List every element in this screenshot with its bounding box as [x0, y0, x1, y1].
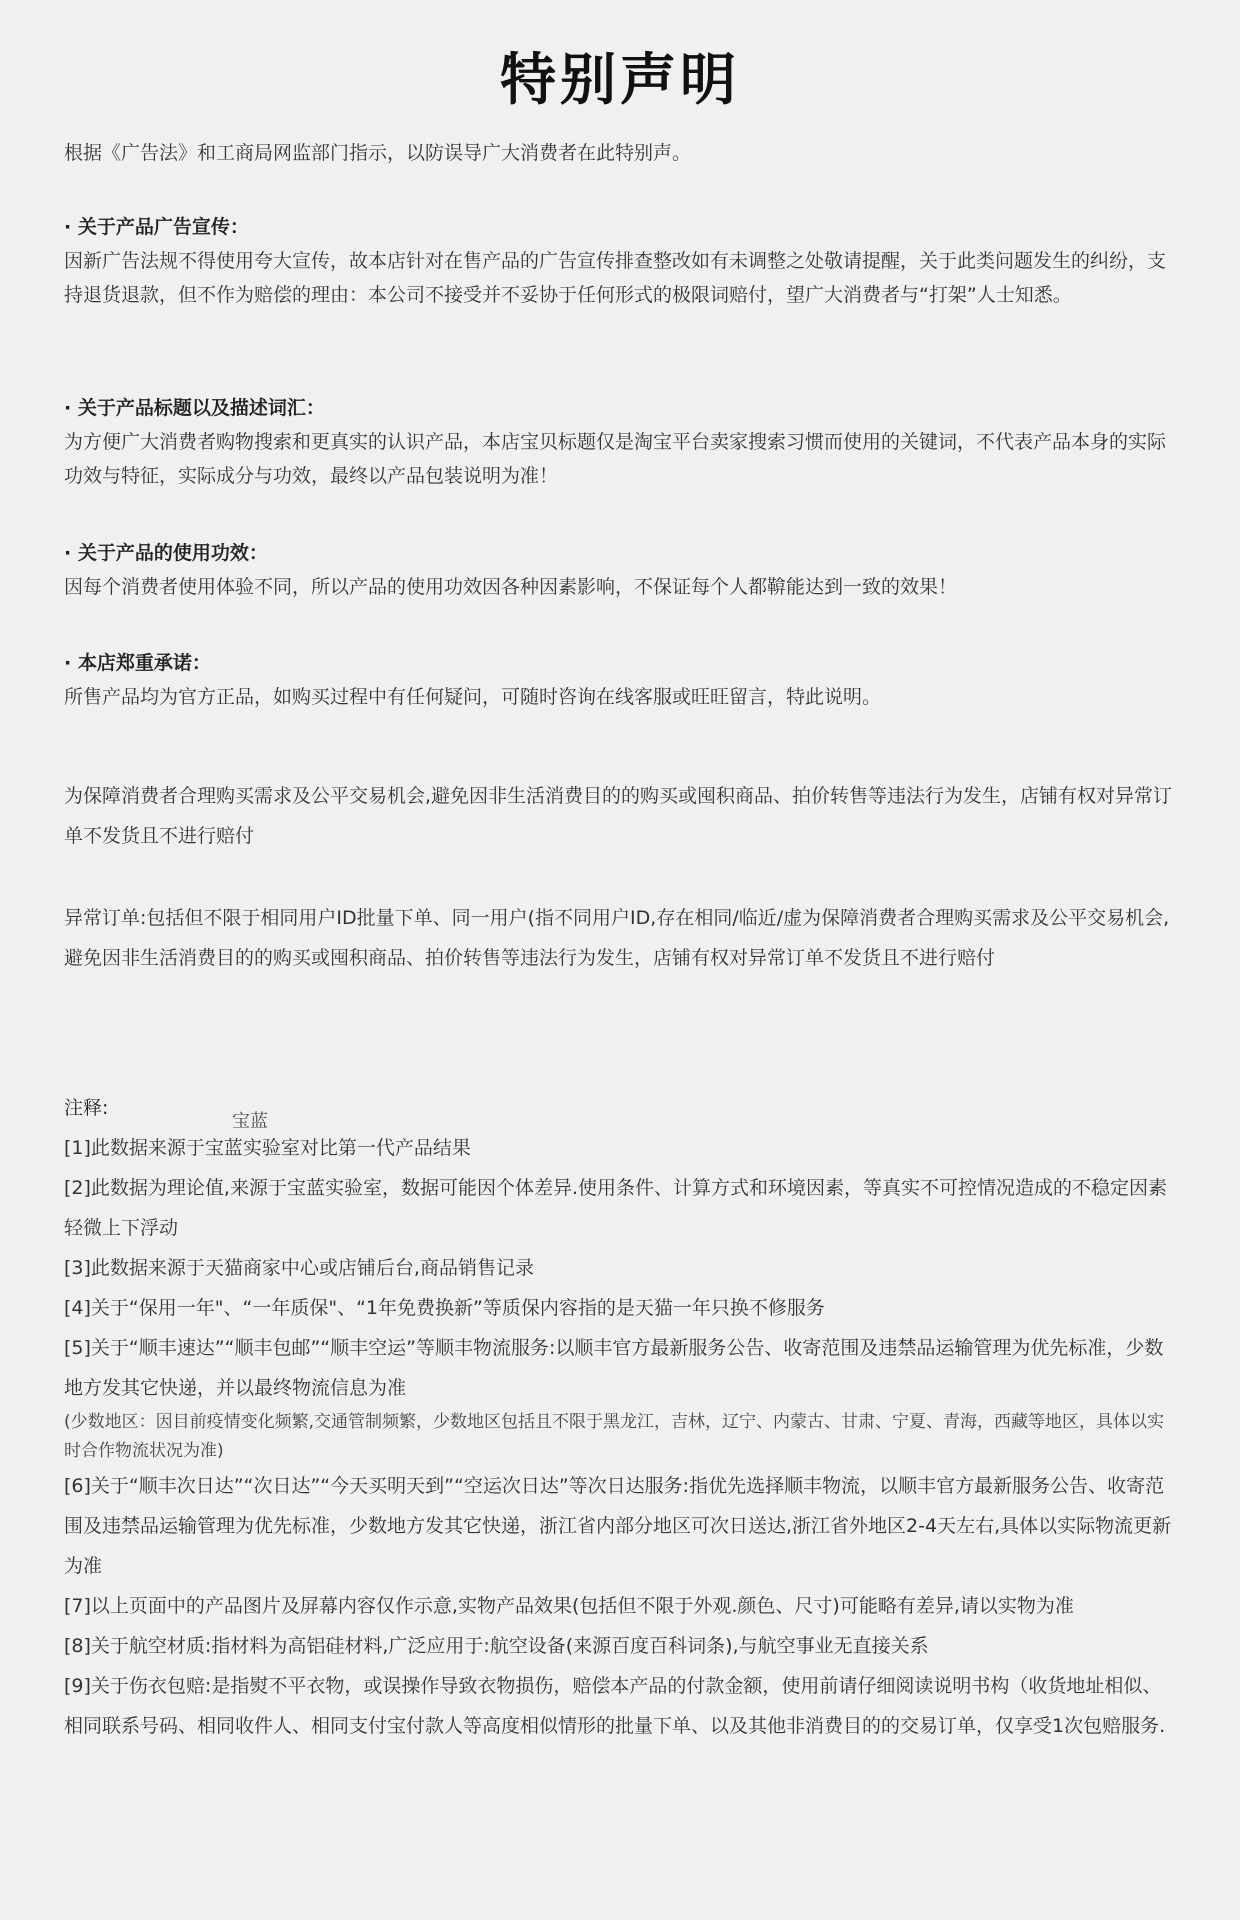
note-item: [3]此数据来源于天猫商家中心或店铺后台,商品销售记录	[64, 1257, 534, 1279]
section-body: 为方便广大消费者购物搜索和更真实的认识产品，本店宝贝标题仅是淘宝平台卖家搜索习惯而使用的关键词，不代表产品本身的实际功效与特征，实际成分与功效，最终以产品包装说明为准！	[64, 431, 1167, 487]
note-item: [5]关于“顺丰速达”“顺丰包邮”“顺丰空运”等顺丰物流服务:以顺丰官方最新服务公告、收寄范围及违禁品运输管理为优先标准，少数地方发其它快递，并以最终物流信息为准	[64, 1337, 1164, 1399]
section-body: 因每个消费者使用体验不同，所以产品的使用功效因各种因素影响，不保证每个人都鞥能达到一致的效果！	[64, 576, 958, 598]
section-heading: · 关于产品广告宣传：	[64, 216, 249, 238]
note-item: [2]此数据为理论值,来源于宝蓝实验室，数据可能因个体差异.使用条件、计算方式和环境因素，等真实不可控情况造成的不稳定因素轻微上下浮动	[64, 1177, 1167, 1239]
section-heading: · 关于产品的使用功效：	[64, 542, 268, 564]
section-commitment	[64, 646, 1176, 714]
section-body: 所售产品均为官方正品，如购买过程中有任何疑问，可随时咨询在线客服或旺旺留言，特此说明。	[64, 686, 882, 708]
note-small-print: (少数地区：因目前疫情变化频繁,交通管制频繁，少数地区包括且不限于黑龙江，吉林，辽宁、内蒙古、甘肃、宁夏、青海，西藏等地区，具体以实时合作物流状况为准)	[64, 1412, 1165, 1461]
notes-heading: 注释:	[64, 1097, 109, 1119]
abnormal-order-paragraph	[64, 898, 1176, 978]
intro-paragraph	[64, 136, 1176, 170]
protect-text: 为保障消费者合理购买需求及公平交易机会,避免因非生活消费目的的购买或囤积商品、拍价转售等违法行为发生，店铺有权对异常订单不发货且不进行赔付	[64, 785, 1173, 847]
section-heading: · 本店郑重承诺：	[64, 652, 211, 674]
section-advertising	[64, 210, 1176, 312]
abnormal-order-text: 异常订单:包括但不限于相同用户ID批量下单、同一用户(指不同用户ID,存在相同/临近/虚为保障消费者合理购买需求及公平交易机会,避免因非生活消费目的的购买或囤积商品、拍价转售等违法行为发生，店铺有权对异常订单不发货且不进行赔付	[64, 907, 1170, 969]
note-item: [1]此数据来源于宝蓝实验室对比第一代产品结果	[64, 1137, 471, 1159]
note-item: [8]关于航空材质:指材料为高铝硅材料,广泛应用于:航空设备(来源百度百科词条),与航空事业无直接关系	[64, 1635, 929, 1657]
protect-paragraph	[64, 776, 1176, 856]
note-item: [6]关于“顺丰次日达”“次日达”“今天买明天到”“空运次日达”等次日达服务:指优先选择顺丰物流，以顺丰官方最新服务公告、收寄范围及违禁品运输管理为优先标准，少数地方发其它快递，浙江省内部分地区可次日送达,浙江省外地区2-4天左右,具体以实际物流更新为准	[64, 1475, 1172, 1577]
note-item: [4]关于“保用一年"、“一年质保"、“1年免费换新”等质保内容指的是天猫一年只换不修服务	[64, 1297, 825, 1319]
intro-text: 根据《广告法》和工商局网监部门指示，以防误导广大消费者在此特别声。	[64, 142, 692, 164]
section-efficacy	[64, 536, 1176, 604]
note-item: [7]以上页面中的产品图片及屏幕内容仅作示意,实物产品效果(包括但不限于外观.颜色、尺寸)可能略有差异,请以实物为准	[64, 1595, 1074, 1617]
notes-annotation: 宝蓝	[232, 1111, 268, 1132]
section-heading: · 关于产品标题以及描述词汇：	[64, 397, 325, 419]
notes-section	[64, 1088, 1176, 1746]
note-item: [9]关于伤衣包赔:是指熨不平衣物，或误操作导致衣物损伤，赔偿本产品的付款金额，使用前请仔细阅读说明书构（收货地址相似、相同联系号码、相同收件人、相同支付宝付款人等高度相似情形的批量下单、以及其他非消费目的的交易订单，仅享受1次包赔服务.	[64, 1675, 1166, 1737]
page-title: 特别声明	[500, 48, 740, 113]
section-titles	[64, 391, 1176, 493]
section-body: 因新广告法规不得使用夸大宣传，故本店针对在售产品的广告宣传排查整改如有未调整之处敬请提醒，关于此类问题发生的纠纷，支持退货退款，但不作为赔偿的理由：本公司不接受并不妥协于任何形式的极限词赔付，望广大消费者与“打架”人士知悉。	[64, 250, 1167, 306]
